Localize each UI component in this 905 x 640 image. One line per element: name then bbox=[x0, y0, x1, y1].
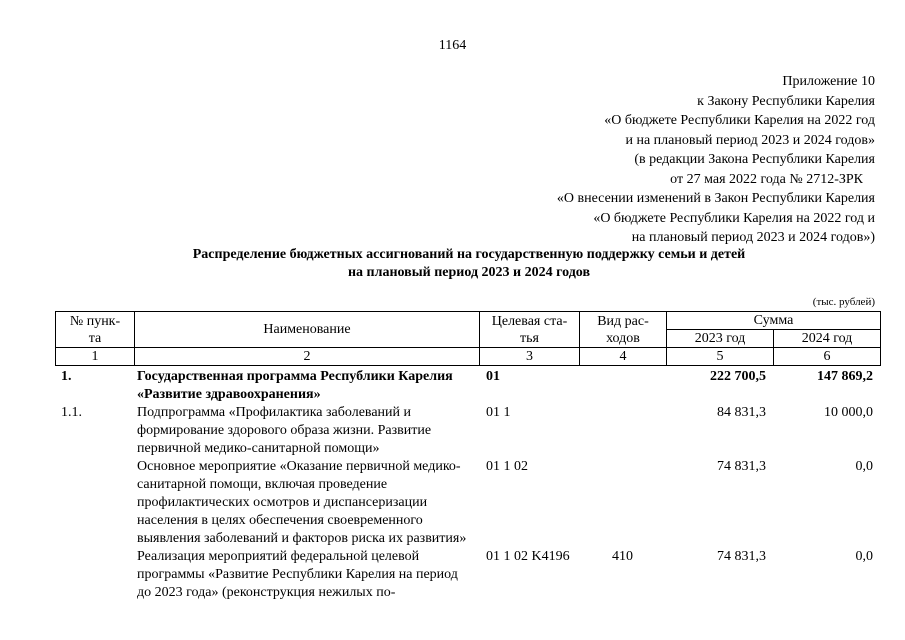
col-number: 1 bbox=[56, 348, 135, 366]
appendix-header bbox=[557, 72, 875, 248]
row-name: Государственная программа Республики Карелия «Развитие здравоохранения» bbox=[137, 369, 453, 402]
col-number: 4 bbox=[580, 348, 667, 366]
header-vid-line2: ходов bbox=[606, 330, 640, 346]
row-vid: 410 bbox=[612, 549, 633, 564]
appendix-line: к Закону Республики Карелия bbox=[697, 93, 875, 109]
header-year-2024: 2024 год bbox=[774, 330, 881, 348]
table-body bbox=[55, 368, 880, 602]
title-line: Распределение бюджетных ассигнований на государственную поддержку семьи и детей bbox=[192, 247, 746, 262]
row-amount-2023: 84 831,3 bbox=[717, 405, 766, 420]
appendix-line: «О внесении изменений в Закон Республики Карелия bbox=[556, 191, 875, 206]
title-line: на плановый период 2023 и 2024 годов bbox=[347, 265, 591, 280]
row-num: 1. bbox=[61, 369, 72, 384]
header-sum: Сумма bbox=[667, 312, 881, 330]
row-amount-2023: 74 831,3 bbox=[717, 549, 766, 564]
col-number: 5 bbox=[667, 348, 774, 366]
header-num bbox=[56, 312, 135, 348]
header-target bbox=[480, 312, 580, 348]
header-vid bbox=[580, 312, 667, 348]
row-amount-2023: 222 700,5 bbox=[710, 369, 766, 384]
table-row bbox=[55, 404, 880, 458]
row-vid bbox=[579, 368, 666, 404]
units-label: (тыс. рублей) bbox=[812, 296, 875, 308]
header-num-line2: та bbox=[88, 330, 102, 346]
appendix-line: Приложение 10 bbox=[782, 74, 875, 89]
table-header bbox=[55, 311, 881, 366]
appendix-line: (в редакции Закона Республики Карелия bbox=[634, 152, 875, 167]
row-amount-2024: 10 000,0 bbox=[824, 405, 873, 420]
row-amount-2023: 74 831,3 bbox=[717, 459, 766, 474]
document-title bbox=[0, 246, 905, 282]
page-number: 1164 bbox=[438, 38, 467, 53]
row-num bbox=[55, 548, 134, 602]
row-num: 1.1. bbox=[61, 405, 82, 420]
appendix-line: на плановый период 2023 и 2024 годов») bbox=[631, 230, 875, 245]
row-amount-2024: 0,0 bbox=[855, 549, 873, 564]
row-amount-2024: 0,0 bbox=[855, 459, 873, 474]
table-row bbox=[55, 458, 880, 548]
table-row bbox=[55, 368, 880, 404]
row-num bbox=[55, 458, 134, 548]
header-vid-line1: Вид рас- bbox=[597, 313, 649, 329]
header-name: Наименование bbox=[135, 312, 480, 348]
appendix-line: от 27 мая 2022 года № 2712-ЗРК bbox=[670, 171, 863, 187]
col-number: 3 bbox=[480, 348, 580, 366]
header-target-line1: Целевая ста- bbox=[491, 313, 568, 329]
row-vid bbox=[579, 458, 666, 548]
row-vid bbox=[579, 404, 666, 458]
row-code: 01 1 02 K4196 bbox=[486, 549, 570, 564]
row-amount-2024: 147 869,2 bbox=[817, 369, 873, 384]
header-target-line2: тья bbox=[520, 330, 539, 346]
appendix-line: и на плановый период 2023 и 2024 годов» bbox=[625, 132, 875, 148]
table-row bbox=[55, 548, 880, 602]
header-num-line1: № пунк- bbox=[69, 313, 121, 329]
row-name: Основное мероприятие «Оказание первичной медико-санитарной помощи, включая проведение профилактических осмотров и диспансеризации населения в целях обеспечения своевременного выявления заболеваний и факторов риска их развития» bbox=[137, 459, 467, 546]
row-code: 01 1 bbox=[486, 405, 511, 420]
appendix-line: «О бюджете Республики Карелия на 2022 год и bbox=[593, 210, 875, 226]
row-name: Реализация мероприятий федеральной целевой программы «Развитие Республики Карелия на период до 2023 года» (реконструкция нежилых по- bbox=[137, 549, 458, 600]
appendix-line: «О бюджете Республики Карелия на 2022 год bbox=[604, 113, 875, 128]
row-name: Подпрограмма «Профилактика заболеваний и формирование здорового образа жизни. Развитие первичной медико-санитарной помощи» bbox=[137, 405, 432, 456]
header-year-2023: 2023 год bbox=[667, 330, 774, 348]
col-number: 2 bbox=[135, 348, 480, 366]
row-code: 01 bbox=[486, 369, 500, 384]
row-code: 01 1 02 bbox=[486, 459, 528, 474]
col-number: 6 bbox=[774, 348, 881, 366]
